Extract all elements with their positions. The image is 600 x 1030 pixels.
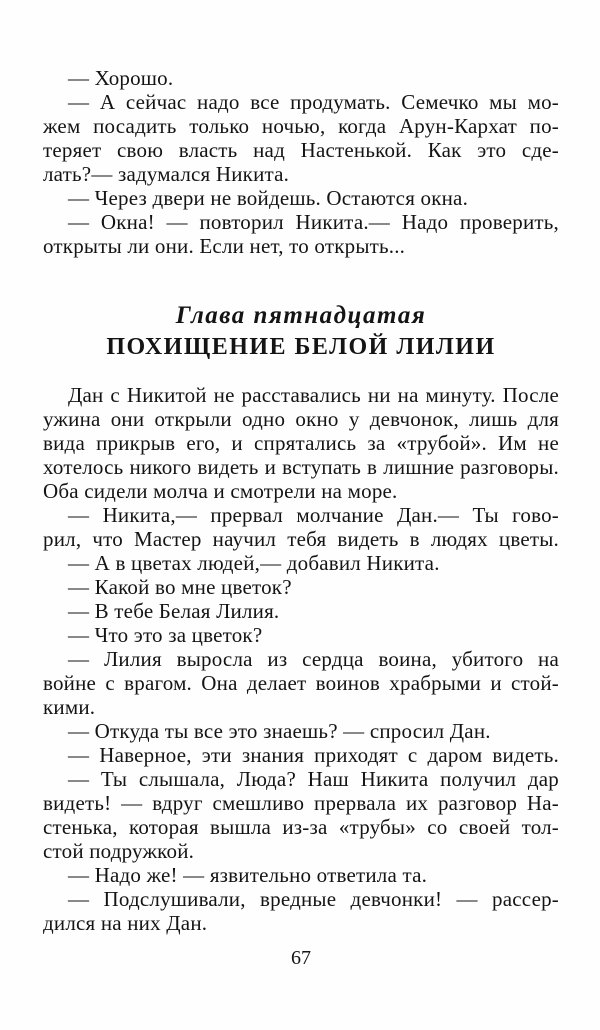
body-paragraphs — [43, 383, 559, 935]
paragraph — [43, 767, 559, 863]
text-line: Оба сидели молча и смотрели на море. — [43, 479, 398, 503]
paragraph — [43, 887, 559, 935]
chapter-script-heading: Глава пятнадцатая — [175, 302, 427, 329]
text-line: — Надо же! — язвительно ответила та. — [68, 863, 428, 887]
paragraph — [43, 186, 559, 210]
text-line: теряет свою власть над Настенькой. Как это сде- — [43, 138, 559, 162]
text-line: — Что это за цветок? — [68, 623, 263, 647]
text-line: — Откуда ты все это знаешь? — спросил Дан. — [68, 719, 491, 743]
page-number: 67 — [291, 947, 311, 969]
paragraph — [43, 599, 559, 623]
text-line: — А в цветах людей,— добавил Никита. — [68, 551, 440, 575]
text-line: кими. — [43, 695, 96, 719]
text-line: хотелось никого видеть и вступать в лишние разговоры. — [43, 455, 559, 479]
paragraph — [43, 575, 559, 599]
text-line: — Какой во мне цветок? — [68, 575, 292, 599]
paragraph — [43, 383, 559, 503]
top-paragraphs — [43, 66, 559, 258]
text-line: — Лилия выросла из сердца воина, убитого на — [68, 647, 559, 671]
text-line: — А сейчас надо все продумать. Семечко мы мо- — [68, 90, 559, 114]
chapter-heading — [43, 300, 559, 362]
text-line: Дан с Никитой не расставались ни на минуту. После — [68, 383, 559, 407]
text-line: вида прикрыв его, и спрятались за «трубой». Им не — [43, 431, 559, 455]
text-line: — Хорошо. — [68, 66, 174, 90]
text-line: ужина они открыли одно окно у девчонок, лишь для — [43, 407, 559, 431]
text-line: — В тебе Белая Лилия. — [68, 599, 280, 623]
text-line: — Подслушивали, вредные девчонки! — рассер- — [68, 887, 559, 911]
paragraph — [43, 503, 559, 551]
paragraph — [43, 719, 559, 743]
text-line: видеть! — вдруг смешливо прервала их разговор На- — [43, 791, 559, 815]
text-line: — Ты слышала, Люда? Наш Никита получил дар — [68, 767, 559, 791]
text-line: жем посадить только ночью, когда Арун-Кархат по- — [43, 114, 559, 138]
text-line: лать?— задумался Никита. — [43, 162, 290, 186]
text-column — [43, 66, 559, 971]
text-line: — Никита,— прервал молчание Дан.— Ты гово- — [68, 503, 559, 527]
text-line: стенька, которая вышла из-за «трубы» со своей тол- — [43, 815, 559, 839]
text-line: — Наверное, эти знания приходят с даром видеть. — [68, 743, 559, 767]
chapter-title: ПОХИЩЕНИЕ БЕЛОЙ ЛИЛИИ — [106, 334, 496, 360]
paragraph — [43, 210, 559, 258]
text-line: дился на них Дан. — [43, 911, 208, 935]
text-line: стой подружкой. — [43, 839, 195, 863]
paragraph — [43, 863, 559, 887]
paragraph — [43, 551, 559, 575]
paragraph — [43, 90, 559, 186]
paragraph — [43, 66, 559, 90]
text-line: — Через двери не войдешь. Остаются окна. — [68, 186, 469, 210]
paragraph — [43, 647, 559, 719]
text-line: — Окна! — повторил Никита.— Надо проверить, — [68, 210, 559, 234]
text-line: открыты ли они. Если нет, то открыть... — [43, 234, 406, 258]
paragraph — [43, 623, 559, 647]
text-line: войне с врагом. Она делает воинов храбрыми и стой- — [43, 671, 559, 695]
paragraph — [43, 743, 559, 767]
text-line: рил, что Мастер научил тебя видеть в людях цветы. — [43, 527, 559, 551]
